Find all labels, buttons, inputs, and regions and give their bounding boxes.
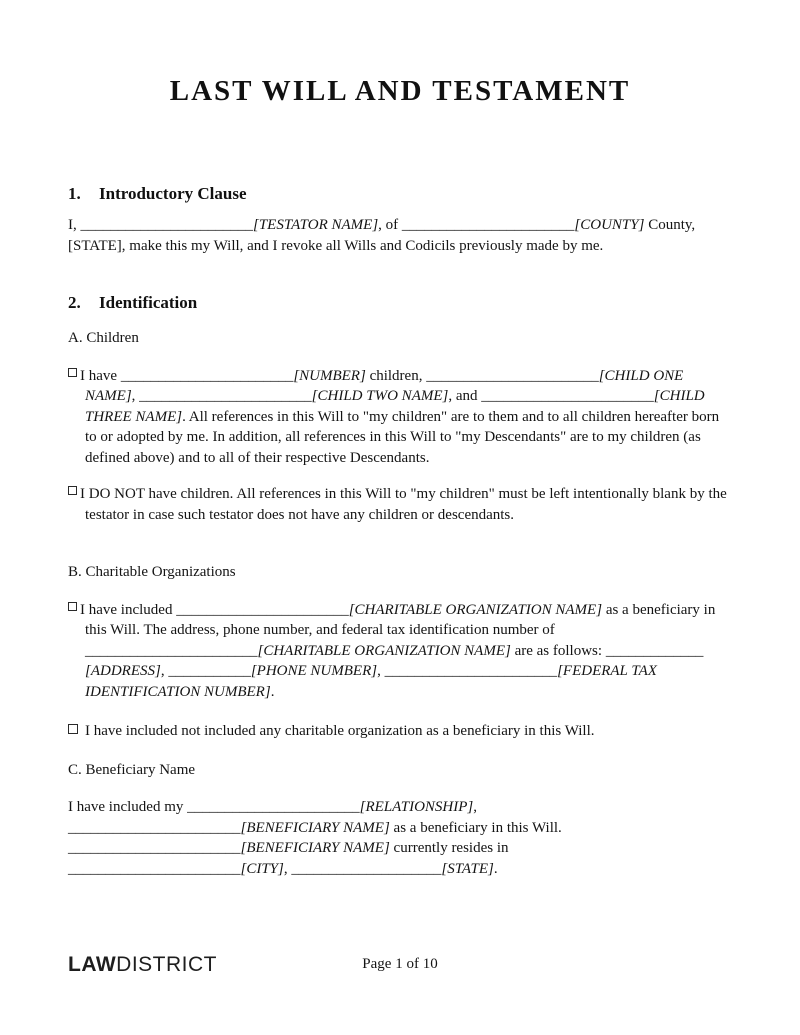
- checkbox-icon[interactable]: [68, 724, 78, 734]
- section-2-number: 2.: [68, 293, 81, 312]
- page-footer: [68, 950, 732, 980]
- beneficiary-line: _______________________[BENEFICIARY NAME] currently resides in: [68, 840, 509, 856]
- children-option-do-not-have: [68, 484, 732, 525]
- beneficiary-paragraph: [68, 797, 732, 879]
- children-option-have-text: I have _______________________[NUMBER] children, _______________________[CHILD ONE NAME], _______________________[CHILD TWO NAME], and _______________________[CHILD THREE NAME]. All references in this Will to "my children" are to them and to all children hereafter born to or adopted by me. In addition, all references in this Will to "my Descendants" are to my children (as defined above) and to all of their respective Descendants.: [80, 367, 720, 466]
- section-1-heading: [68, 183, 732, 205]
- charitable-option-not-included-text: I have included not included any charitable organization as a beneficiary in this Will.: [85, 723, 595, 739]
- checkbox-icon[interactable]: [68, 368, 77, 377]
- children-option-do-not-have-text: I DO NOT have children. All references in this Will to "my children" must be left intentionally blank by the testator in case such testator does not have any children or descendants.: [80, 486, 727, 523]
- charitable-option-included: [68, 600, 732, 703]
- checkbox-icon[interactable]: [68, 602, 77, 611]
- section-2-title: Identification: [99, 293, 198, 312]
- introductory-clause-paragraph: I, _______________________[TESTATOR NAME], of _______________________[COUNTY] County, [STATE], make this my Will, and I revoke all Wills and Codicils previously made by me.: [68, 217, 696, 254]
- section-2-heading: [68, 292, 732, 314]
- subsection-c-label: C. Beneficiary Name: [68, 761, 196, 778]
- document-title: LAST WILL AND TESTAMENT: [169, 75, 631, 107]
- logo-law: LAW: [68, 953, 117, 976]
- page-number: Page 1 of 10: [362, 956, 438, 972]
- children-option-have: [68, 366, 732, 469]
- beneficiary-line: _______________________[CITY], ____________________[STATE].: [68, 860, 498, 877]
- charitable-option-not-included: [68, 721, 732, 742]
- section-1-title: Introductory Clause: [99, 184, 247, 203]
- beneficiary-line: _______________________[BENEFICIARY NAME] as a beneficiary in this Will.: [68, 819, 562, 836]
- beneficiary-line: I have included my _______________________[RELATIONSHIP],: [68, 799, 478, 815]
- section-1-number: 1.: [68, 184, 81, 203]
- checkbox-icon[interactable]: [68, 486, 77, 495]
- subsection-a-label: A. Children: [68, 330, 139, 346]
- charitable-option-included-text: I have included _______________________[CHARITABLE ORGANIZATION NAME] as a beneficiary in this Will. The address, phone number, and federal tax identification number of _______________________[CHARITABLE ORGANIZATION NAME] are as follows: _____________ [ADDRESS], ___________[PHONE NUMBER], _______________________[FEDERAL TAX IDENTIFICATION NUMBER].: [80, 601, 716, 700]
- logo-district: DISTRICT: [116, 953, 217, 976]
- subsection-b-label: B. Charitable Organizations: [68, 564, 236, 580]
